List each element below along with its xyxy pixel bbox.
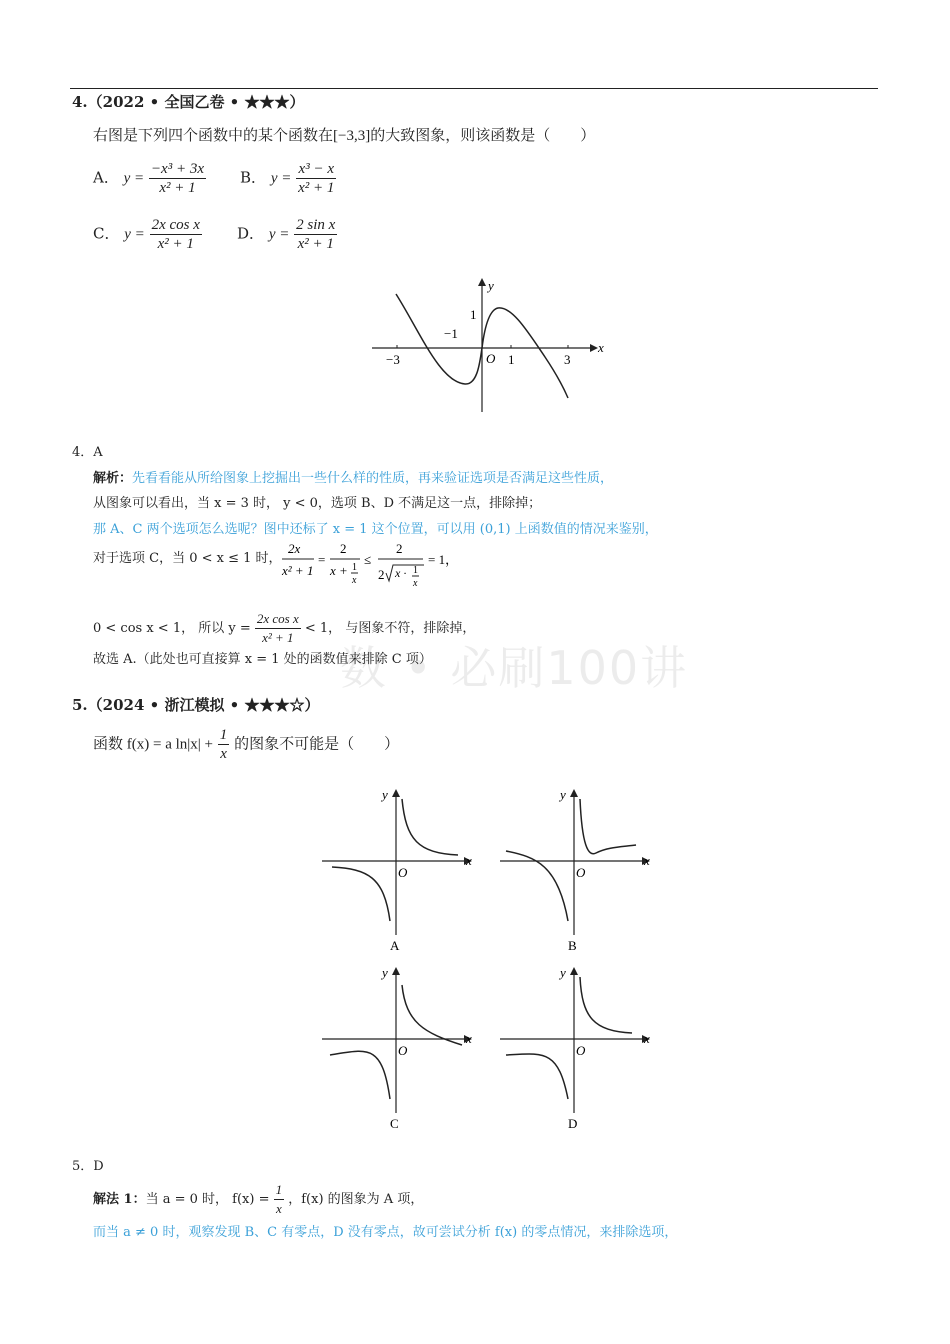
tick-label: 1 (470, 307, 477, 322)
q4-stem-before: 右图是下列四个函数中的某个函数在 (93, 126, 334, 144)
svg-text:≤: ≤ (364, 552, 372, 567)
svg-text:1: 1 (352, 562, 357, 573)
watermark: 数 • 必刷100讲 (340, 641, 689, 695)
a4-line6: 故选 A.（此处也可直接算 x = 1 处的函数值来排除 C 项） (93, 652, 432, 667)
svg-text:x: x (413, 578, 418, 589)
option-denominator: x² + 1 (297, 236, 334, 252)
option-denominator: x² + 1 (159, 180, 196, 196)
a5-answer: 5．D (72, 1159, 104, 1174)
q5-graph-b[interactable] (496, 785, 656, 955)
a4-line5-prefix: 0 < cos x < 1， 所以 y = (93, 621, 251, 636)
a4-line5: 0 < cos x < 1， 所以 y = $\frac{\text{2x cos x}}{\text{x² + 1}}$ < 1， 与图象不符，排除掉， (93, 611, 476, 645)
option-label: B． (240, 168, 267, 187)
option-numerator: −x³ + 3x (150, 161, 204, 177)
svg-text:2x: 2x (288, 541, 301, 556)
option-numerator: 2 sin x (296, 217, 336, 233)
y-axis-label: y (382, 965, 388, 980)
q4-header: 4.（2022 • 全国乙卷 • ★★★） (72, 93, 305, 111)
a4-line4 (93, 547, 282, 566)
a4-line1 (93, 467, 613, 486)
q5-header: 5.（2024 • 浙江模拟 • ★★★☆） (72, 696, 320, 714)
tick-label: 1 (508, 352, 515, 367)
q5-graph-d[interactable] (496, 963, 656, 1133)
svg-text:=: = (318, 552, 326, 567)
a4-line2: 从图象可以看出，当 x = 3 时， y < 0，选项 B、D 不满足这一点，排除掉； (93, 496, 542, 511)
svg-text:2: 2 (396, 541, 403, 556)
x-axis-label: x (644, 1031, 650, 1046)
origin-label: O (398, 865, 408, 880)
q5-graph-c[interactable] (318, 963, 478, 1133)
x-axis-arrow (590, 344, 598, 352)
svg-text:2: 2 (378, 567, 385, 582)
y-axis-label: y (382, 787, 388, 802)
svg-text:= 1，: = 1， (428, 552, 458, 567)
origin-label: O (576, 1043, 586, 1058)
option-lhs: y = (268, 226, 290, 243)
x-axis-label: x (598, 340, 604, 355)
q4-interval: [−3,3] (333, 128, 371, 144)
tick-label: −3 (386, 352, 400, 367)
q5-graph-a[interactable] (318, 785, 478, 955)
option-label: C． (93, 224, 120, 243)
tick-label: −1 (444, 326, 458, 341)
q4-option-d[interactable] (237, 216, 337, 253)
x-axis-label: x (644, 853, 650, 868)
y-axis-label: y (488, 278, 494, 293)
option-lhs: y = (270, 170, 292, 187)
option-lhs: y = (124, 226, 145, 243)
svg-text:x: x (352, 575, 357, 586)
option-label: D． (237, 224, 265, 243)
svg-text:x +: x + (330, 563, 348, 578)
q4-option-c[interactable] (93, 216, 202, 253)
q5-stem-suffix: 的图象不可能是（ ） (234, 734, 400, 753)
q5-stem: 函数 f(x) = a ln|x| + $\frac{1}{x}$ 的图象不可能是（ ） (93, 727, 400, 762)
a4-line4-prefix: 对于选项 C，当 0 < x ≤ 1 时， (93, 551, 282, 566)
svg-text:x ·: x · (395, 566, 407, 580)
origin-label: O (576, 865, 586, 880)
y-axis-arrow (478, 278, 486, 286)
a5-line1-suffix: ，f(x) 的图象为 A 项， (288, 1192, 424, 1207)
y-axis-label: y (560, 965, 566, 980)
jiexi-label: 解析： (93, 471, 133, 486)
graph-label: B (568, 938, 577, 953)
a4-answer: 4．A (72, 445, 103, 460)
option-lhs: y = (123, 170, 145, 187)
q5-stem-prefix: 函数 f(x) = a ln|x| + (93, 736, 213, 753)
y-axis-label: y (560, 787, 566, 802)
q4-option-a[interactable] (93, 160, 206, 197)
option-denominator: x² + 1 (157, 236, 194, 252)
x-axis-label: x (466, 1031, 472, 1046)
q4-option-b[interactable] (240, 160, 336, 197)
graph-label: D (568, 1116, 578, 1131)
q4-stem-after: 的大致图象，则该函数是（ ） (370, 126, 596, 144)
svg-text:x² + 1: x² + 1 (282, 563, 314, 578)
option-numerator: 2x cos x (151, 217, 200, 233)
svg-text:1: 1 (413, 565, 418, 576)
a4-inequality (278, 537, 458, 597)
option-denominator: x² + 1 (298, 180, 335, 196)
option-label: A． (93, 168, 119, 187)
origin-label: O (486, 351, 496, 366)
graph-label: A (390, 938, 400, 953)
a4-line5-suffix: < 1， 与图象不符，排除掉， (304, 621, 476, 636)
a4-line3: 那 A、C 两个选项怎么选呢？图中还标了 x = 1 这个位置，可以用 (0,1) 上函数值的情况来鉴别， (93, 522, 658, 537)
graph-label: C (390, 1116, 399, 1131)
x-axis-label: x (466, 853, 472, 868)
option-numerator: x³ − x (296, 160, 336, 179)
a4-hint: 先看看能从所给图象上挖掘出一些什么样的性质，再来验证选项是否满足这些性质， (132, 471, 614, 486)
a5-line1: 解法 1：当 a = 0 时， f(x) = $\frac{1}{x}$ ，f(x) 的图象为 A 项， (93, 1182, 424, 1216)
tick-label: 3 (564, 352, 571, 367)
q4-function-graph (360, 272, 610, 420)
header-rule (70, 88, 878, 89)
a5-line2: 而当 a ≠ 0 时，观察发现 B、C 有零点，D 没有零点，故可尝试分析 f(x) 的零点情况，来排除选项， (93, 1225, 678, 1240)
method-label: 解法 1： (93, 1192, 146, 1207)
origin-label: O (398, 1043, 408, 1058)
svg-text:2: 2 (340, 541, 347, 556)
a5-line1-prefix: 当 a = 0 时， f(x) = (145, 1192, 270, 1207)
q4-stem (93, 124, 595, 145)
